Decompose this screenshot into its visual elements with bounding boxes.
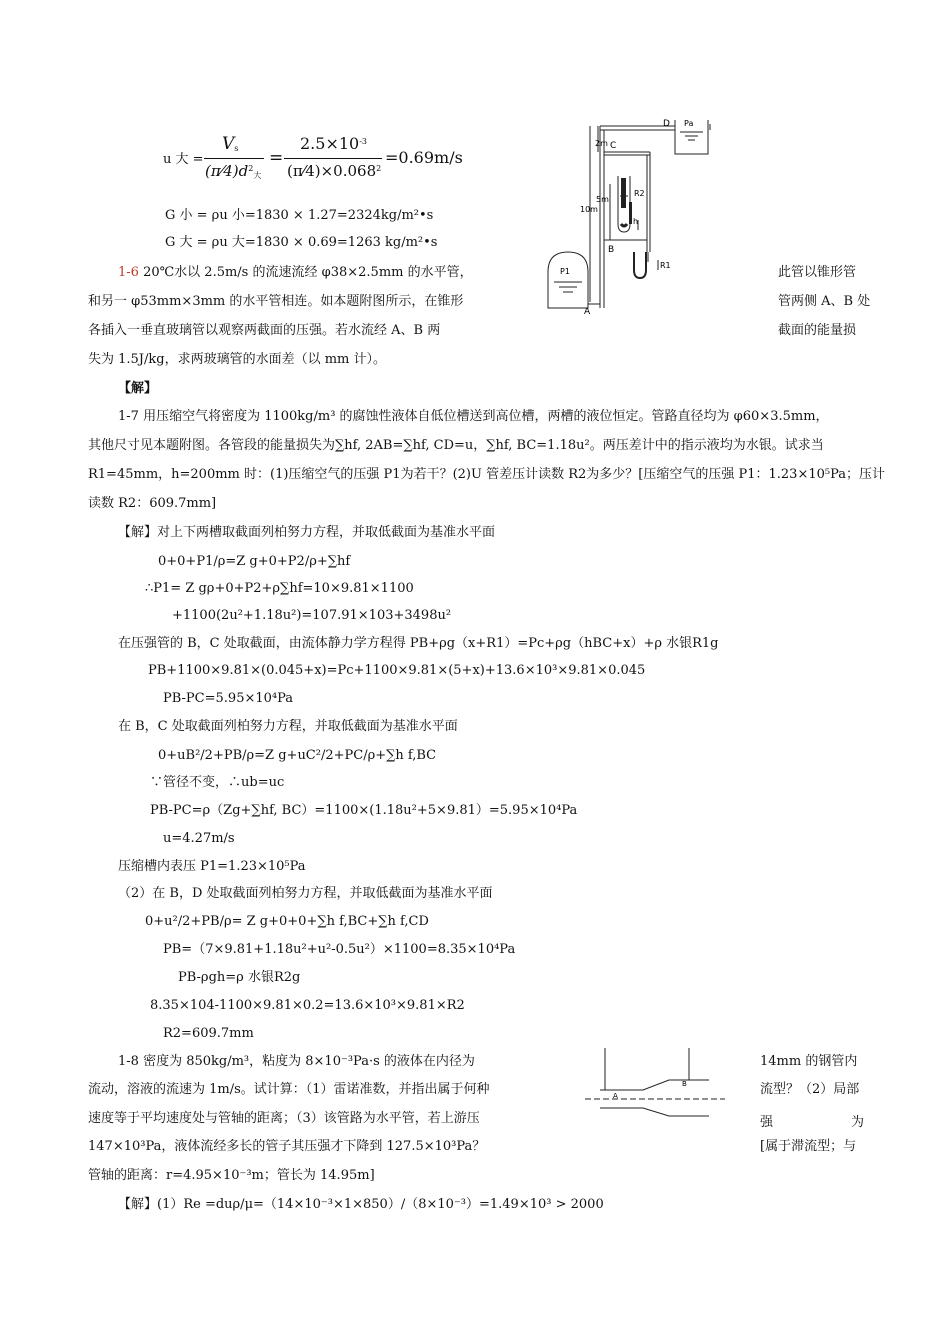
figure-1-8-diagram	[585, 1048, 735, 1120]
figure-1-7-diagram	[540, 112, 740, 322]
problem-1-6-line4: 失为 1.5J/kg，求两玻璃管的水面差（以 mm 计）。	[88, 352, 387, 367]
formula-den2: $(\pi⁄4)\times 0.068^2$	[287, 162, 382, 180]
solution-1-7-line: 压缩槽内表压 P1=1.23×10⁵Pa	[118, 859, 306, 874]
solution-1-7-line: PB=（7×9.81+1.18u²+u²-0.5u²）×1100=8.35×10⁴Pa	[163, 942, 516, 957]
solution-1-7-line: PB-PC=ρ（Zg+∑hf, BC）=1100×(1.18u²+5×9.81）=5.95×10⁴Pa	[150, 803, 578, 818]
solution-1-7-line: u=4.27m/s	[163, 831, 235, 846]
label-C: C	[610, 141, 617, 151]
problem-1-8-line1-right: 14mm 的钢管内	[760, 1054, 858, 1069]
label-P1: P1	[560, 267, 570, 276]
solution-1-7-line: ∵管径不变，∴ub=uc	[150, 775, 285, 790]
problem-1-7-line2: 其他尺寸见本题附图。各管段的能量损失为∑hf, 2AB=∑hf, CD=u，∑hf, BC=1.18u²。两压差计中的指示液均为水银。试求当	[88, 438, 824, 453]
label-5m: 5m	[596, 195, 609, 204]
solution-1-7-line: PB+1100×9.81×(0.045+x)=Pc+1100×9.81×(5+x)+13.6×10³×9.81×0.045	[148, 663, 646, 678]
g-small-line: G 小 = ρu 小=1830 × 1.27=2324kg/m²•s	[165, 208, 434, 223]
problem-1-8-line5: 管轴的距离：r=4.95×10⁻³m；管长为 14.95m]	[88, 1168, 375, 1183]
solution-1-7-line: （2）在 B，D 处取截面列柏努力方程，并取低截面为基准水平面	[118, 886, 493, 901]
label-Pa: Pa	[684, 119, 694, 128]
problem-1-8-line2-right: 流型？（2）局部	[760, 1082, 860, 1097]
label-10m: 10m	[580, 205, 598, 214]
solution-1-7-line: 8.35×104-1100×9.81×0.2=13.6×10³×9.81×R2	[150, 998, 465, 1013]
formula-den1: $(\pi⁄4)d^2_大$	[205, 162, 262, 180]
problem-1-6-line2: 和另一 φ53mm×3mm 的水平管相连。如本题附图所示，在锥形	[88, 294, 464, 309]
label-D: D	[663, 119, 670, 129]
fraction-bar-2	[284, 158, 382, 159]
solution-1-7-line: PB-PC=5.95×10⁴Pa	[163, 691, 294, 706]
label-B: B	[682, 1080, 687, 1088]
g-big-line: G 大 = ρu 大=1830 × 0.69=1263 kg/m²•s	[165, 235, 438, 250]
solution-1-7-line: 在 B，C 处取截面列柏努力方程，并取低截面为基准水平面	[118, 719, 458, 734]
formula-eq: =	[269, 148, 284, 168]
solution-1-7-line: 【解】对上下两槽取截面列柏努力方程，并取低截面为基准水平面	[118, 525, 496, 540]
solution-1-7-line: 在压强管的 B，C 处取截面，由流体静力学方程得 PB+ρg（x+R1）=Pc+ρg（hBC+x）+ρ 水银R1g	[118, 636, 719, 651]
label-A: A	[584, 307, 591, 317]
problem-1-7-line1: 1-7 用压缩空气将密度为 1100kg/m³ 的腐蚀性液体自低位槽送到高位槽，两槽的液位恒定。管路直径均为 φ60×3.5mm，	[118, 409, 829, 424]
formula-num1: $V_s$	[222, 134, 239, 154]
formula-lhs: u 大 =	[163, 152, 204, 167]
formula-num2: $2.5\times 10^{-3}$	[300, 134, 368, 153]
solution-1-7-line: ∴P1= Z gρ+0+P2+ρ∑hf=10×9.81×1100	[145, 581, 414, 596]
label-A: A	[613, 1092, 618, 1100]
solution-1-7-line: R2=609.7mm	[163, 1026, 254, 1041]
label-2m: 2m	[595, 139, 608, 148]
fraction-bar-1	[204, 158, 264, 159]
label-R1: R1	[660, 261, 671, 270]
label-R2: R2	[634, 189, 645, 198]
formula-result: =0.69m/s	[385, 148, 463, 167]
problem-1-8-line3: 速度等于平均速度处与管轴的距离；（3）该管路为水平管，若上游压	[88, 1111, 480, 1126]
solution-1-7-line: 0+uB²/2+PB/ρ=Z g+uC²/2+PC/ρ+∑h f,BC	[158, 748, 437, 763]
solution-label-1-6: 【解】	[118, 381, 158, 396]
solution-1-7-line: +1100(2u²+1.18u²)=107.91×103+3498u²	[172, 608, 452, 623]
problem-1-8-line4: 147×10³Pa，液体流经多长的管子其压强才下降到 127.5×10³Pa？	[88, 1139, 486, 1154]
problem-1-8-line3-right: 强 为	[760, 1115, 864, 1130]
problem-1-6-line3-right: 截面的能量损	[778, 323, 857, 338]
solution-1-7-line: 0+0+P1/ρ=Z g+0+P2/ρ+∑hf	[158, 554, 351, 569]
solution-1-7-line: PB-ρgh=ρ 水银R2g	[178, 970, 301, 985]
problem-1-8-solution: 【解】(1）Re =duρ/μ=（14×10⁻³×1×850）/（8×10⁻³）=1.49×10³ > 2000	[118, 1197, 604, 1212]
problem-1-7-line3: R1=45mm，h=200mm 时：(1)压缩空气的压强 P1为若干？(2)U 管差压计读数 R2为多少？[压缩空气的压强 P1：1.23×10⁵Pa；压计	[88, 467, 885, 482]
solution-1-7-line: 0+u²/2+PB/ρ= Z g+0+0+∑h f,BC+∑h f,CD	[145, 914, 429, 929]
problem-1-6-line1: 1-6 20℃水以 2.5m/s 的流速流经 φ38×2.5mm 的水平管，	[118, 265, 473, 280]
problem-1-8-line1: 1-8 密度为 850kg/m³，粘度为 8×10⁻³Pa·s 的液体在内径为	[118, 1054, 475, 1069]
problem-1-6-line1-right: 此管以锥形管	[778, 265, 857, 280]
problem-1-7-line4: 读数 R2：609.7mm]	[88, 496, 217, 511]
problem-1-6-line3: 各插入一垂直玻璃管以观察两截面的压强。若水流经 A、B 两	[88, 323, 441, 338]
label-h: h	[633, 217, 639, 226]
problem-1-8-line4-right: [属于滞流型；与	[760, 1139, 857, 1154]
problem-1-6-line2-right: 管两侧 A、B 处	[778, 294, 871, 309]
problem-1-8-line2: 流动，溶液的流速为 1m/s。试计算：（1）雷诺准数，并指出属于何种	[88, 1082, 490, 1097]
label-B: B	[608, 245, 615, 255]
